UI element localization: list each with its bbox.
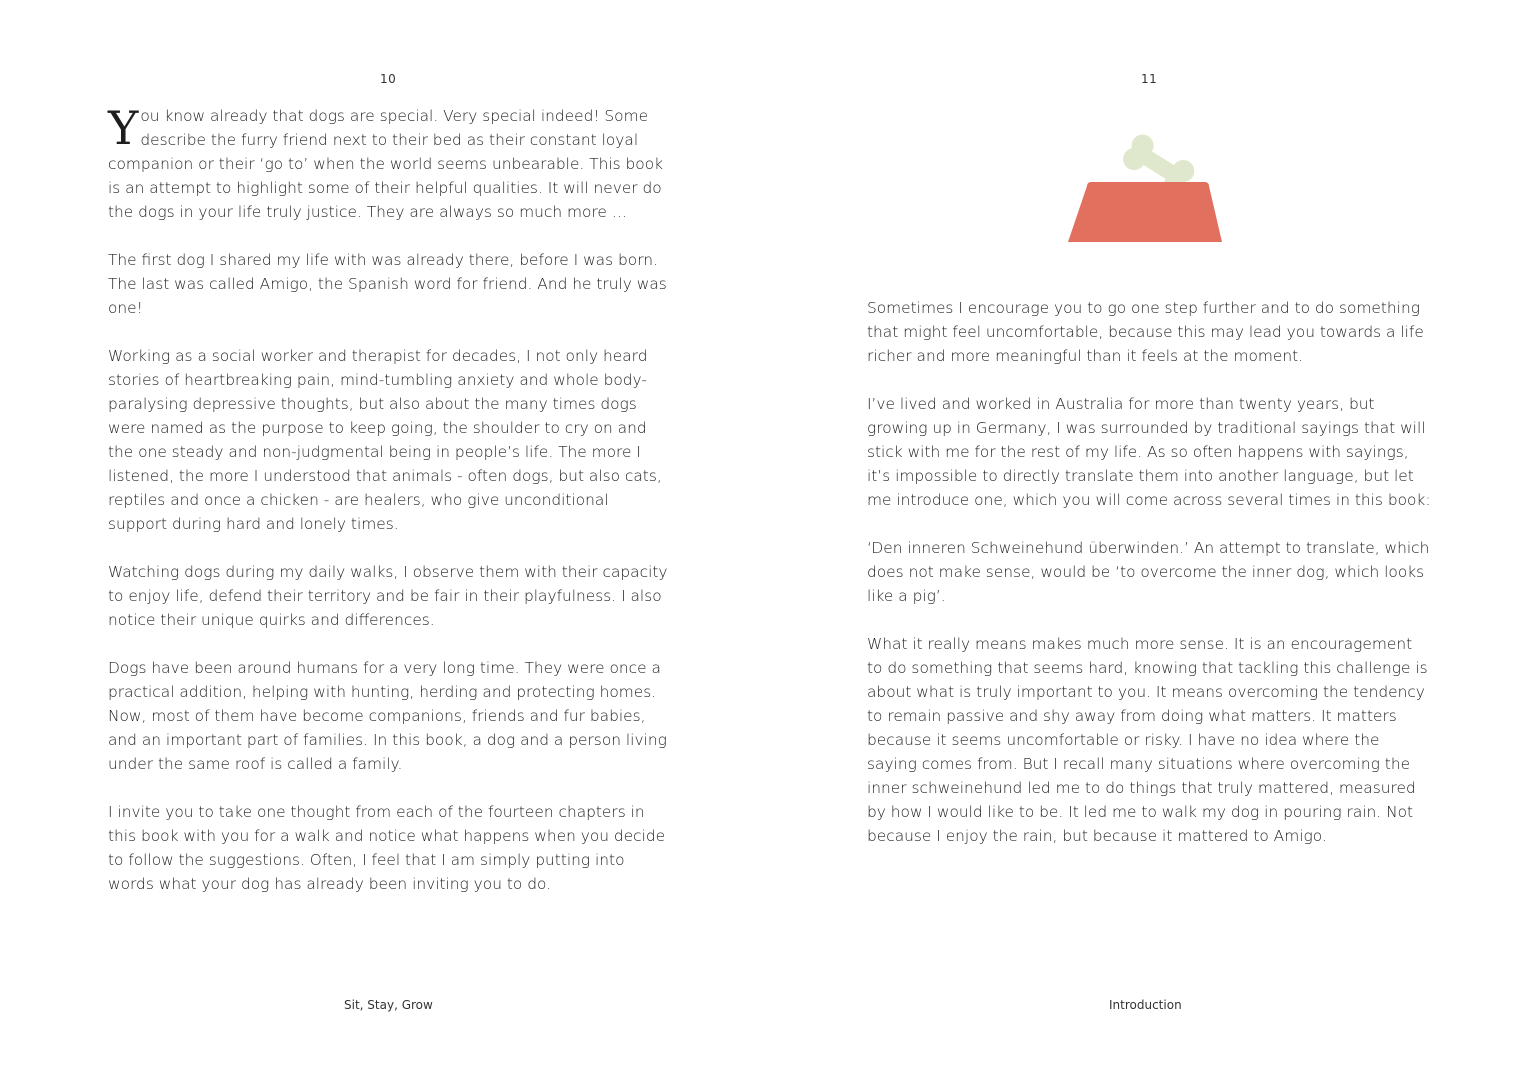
drop-cap: Y [108, 101, 139, 155]
paragraph: Watching dogs during my daily walks, I observe them with their capacity to enjoy life, defend their territory and be fair in their playfulness. I also notice their unique quirks and differences. [108, 563, 668, 629]
paragraph: The first dog I shared my life with was already there, before I was born. The last was called Amigo, the Spanish word for friend. And he truly was one! [108, 251, 667, 317]
body-text [867, 296, 1432, 872]
dog-bowl-with-bone-icon [1065, 122, 1225, 246]
paragraph: I’ve lived and worked in Australia for more than twenty years, but growing up in Germany, I was surrounded by traditional sayings that will stick with me for the rest of my life. As so often happens with sayings, it’s impossible to directly translate them into another language, but let me introduce one, which you will come across several times in this book: [867, 395, 1431, 509]
body-text [108, 101, 668, 920]
running-footer: Introduction [1109, 998, 1182, 1012]
page-number: 11 [1141, 72, 1158, 86]
left-page [0, 0, 765, 1089]
paragraph: You know already that dogs are special. Very special indeed! Some describe the furry friend next to their bed as their constant loyal companion or their ‘go to’ when the world seems unbearable. This book is an attempt to highlight some of their helpful qualities. It will never do the dogs in your life truly justice. They are always so much more … [108, 101, 664, 221]
paragraph: Dogs have been around humans for a very long time. They were once a practical addition, helping with hunting, herding and protecting homes. Now, most of them have become companions, friends and fur babies, and an important part of families. In this book, a dog and a person living under the same roof is called a family. [108, 659, 667, 773]
running-footer: Sit, Stay, Grow [344, 998, 433, 1012]
page-number: 10 [380, 72, 397, 86]
paragraph: ‘Den inneren Schweinehund überwinden.’ An attempt to translate, which does not make sense, would be ‘to overcome the inner dog, which looks like a pig’. [867, 539, 1430, 605]
paragraph: What it really means makes much more sense. It is an encouragement to do something that seems hard, knowing that tackling this challenge is about what is truly important to you. It means overcoming the tendency to remain passive and shy away from doing what matters. It matters because it seems uncomfortable or risky. I have no idea where the saying comes from. But I recall many situations where overcoming the inner schweinehund led me to do things that truly mattered, measured by how I would like to be. It led me to walk my dog in pouring rain. Not because I enjoy the rain, but because it mattered to Amigo. [867, 635, 1428, 845]
right-page [765, 0, 1531, 1089]
paragraph: Sometimes I encourage you to go one step further and to do something that might feel uncomfortable, because this may lead you towards a life richer and more meaningful than it feels at the moment. [867, 299, 1424, 365]
bowl-icon [1068, 182, 1222, 242]
paragraph: Working as a social worker and therapist for decades, I not only heard stories of heartbreaking pain, mind-tumbling anxiety and whole body-paralysing depressive thoughts, but also about the many times dogs were named as the purpose to keep going, the shoulder to cry on and the one steady and non-judgmental being in people’s life. The more I listened, the more I understood that animals - often dogs, but also cats, reptiles and once a chicken - are healers, who give unconditional support during hard and lonely times. [108, 347, 662, 533]
paragraph: I invite you to take one thought from each of the fourteen chapters in this book with you for a walk and notice what happens when you decide to follow the suggestions. Often, I feel that I am simply putting into words what your dog has already been inviting you to do. [108, 803, 666, 893]
